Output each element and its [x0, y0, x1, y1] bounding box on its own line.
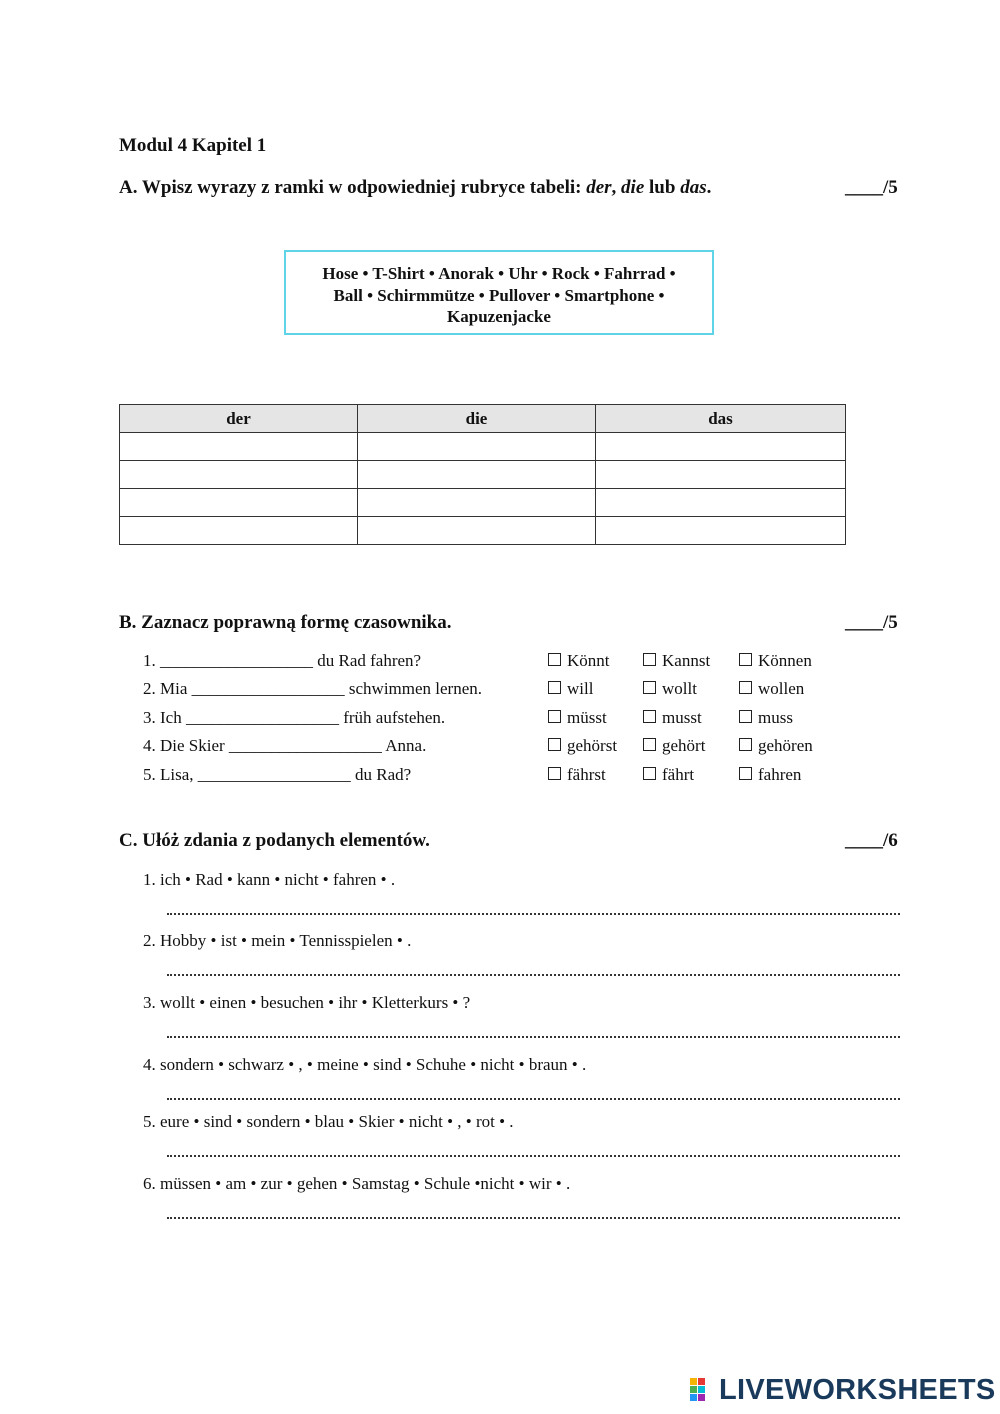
checkbox-icon	[643, 681, 656, 694]
liveworksheets-logo	[690, 1374, 996, 1407]
word-der: der	[586, 177, 612, 198]
answer-line-2[interactable]	[167, 964, 900, 976]
checkbox-icon	[643, 767, 656, 780]
checkbox-icon	[739, 767, 752, 780]
article-table	[119, 404, 846, 545]
word-box	[284, 250, 714, 335]
table-header-die: die	[358, 405, 596, 433]
table-cell[interactable]	[596, 489, 846, 517]
table-cell[interactable]	[358, 517, 596, 545]
c-item-5: 5. eure • sind • sondern • blau • Skier • nicht • , • rot • .	[143, 1112, 514, 1131]
option-label: gehören	[758, 736, 813, 755]
section-c-score: ____/6	[845, 830, 898, 851]
section-a-heading	[119, 177, 711, 199]
b4-option-2[interactable]	[643, 736, 705, 756]
section-c-heading: C. Ułóż zdania z podanych elementów.	[119, 830, 430, 851]
table-cell[interactable]	[358, 489, 596, 517]
c-item-4: 4. sondern • schwarz • , • meine • sind • Schuhe • nicht • braun • .	[143, 1055, 587, 1074]
checkbox-icon	[548, 681, 561, 694]
option-label: will	[567, 679, 594, 698]
c-item-2: 2. Hobby • ist • mein • Tennisspielen • .	[143, 931, 412, 950]
b3-option-2[interactable]	[643, 708, 702, 728]
b5-option-3[interactable]	[739, 765, 801, 785]
b1-option-3[interactable]	[739, 651, 812, 671]
logo-text: LIVEWORKSHEETS	[719, 1374, 996, 1406]
b5-option-1[interactable]	[548, 765, 606, 785]
answer-line-4[interactable]	[167, 1088, 900, 1100]
c-item-1: 1. ich • Rad • kann • nicht • fahren • .	[143, 870, 396, 889]
checkbox-icon	[548, 738, 561, 751]
b1-option-1[interactable]	[548, 651, 610, 671]
answer-line-5[interactable]	[167, 1145, 900, 1157]
section-a-score: ____/5	[845, 177, 898, 198]
option-label: Kannst	[662, 651, 711, 670]
option-label: wollt	[662, 679, 697, 698]
heading-end: .	[706, 177, 712, 198]
word-lub: lub	[644, 177, 681, 198]
checkbox-icon	[643, 653, 656, 666]
checkbox-icon	[739, 710, 752, 723]
word-die: die	[621, 177, 645, 198]
table-header-das: das	[596, 405, 846, 433]
table-cell[interactable]	[120, 489, 358, 517]
option-label: fährst	[567, 765, 606, 784]
b-item-4: 4. Die Skier __________________ Anna.	[143, 736, 427, 755]
option-label: Könnt	[567, 651, 610, 670]
option-label: muss	[758, 708, 793, 727]
option-label: musst	[662, 708, 702, 727]
table-row	[120, 461, 846, 489]
answer-line-1[interactable]	[167, 903, 900, 915]
section-b-score: ____/5	[845, 612, 898, 633]
option-label: Können	[758, 651, 812, 670]
word-das: das	[680, 177, 707, 198]
b3-option-1[interactable]	[548, 708, 607, 728]
word-box-line-3: Kapuzenjacke	[447, 307, 551, 326]
word-box-line-2: Ball • Schirmmütze • Pullover • Smartphone •	[333, 285, 665, 305]
checkbox-icon	[548, 653, 561, 666]
option-label: fährt	[662, 765, 695, 784]
checkbox-icon	[739, 653, 752, 666]
table-cell[interactable]	[358, 433, 596, 461]
answer-line-3[interactable]	[167, 1026, 900, 1038]
c-item-6: 6. müssen • am • zur • gehen • Samstag • Schule •nicht • wir • .	[143, 1174, 571, 1193]
table-cell[interactable]	[596, 461, 846, 489]
word-box-line-1: Hose • T-Shirt • Anorak • Uhr • Rock • Fahrrad •	[322, 264, 676, 283]
b-item-2: 2. Mia __________________ schwimmen lernen.	[143, 679, 483, 698]
table-row	[120, 489, 846, 517]
table-row	[120, 517, 846, 545]
option-label: gehörst	[567, 736, 618, 755]
table-header-der: der	[120, 405, 358, 433]
checkbox-icon	[643, 738, 656, 751]
liveworksheets-logo-icon	[690, 1376, 716, 1402]
table-header-row	[120, 405, 846, 433]
checkbox-icon	[739, 681, 752, 694]
checkbox-icon	[739, 738, 752, 751]
b5-option-2[interactable]	[643, 765, 694, 785]
b-item-5: 5. Lisa, __________________ du Rad?	[143, 765, 412, 784]
c-item-3: 3. wollt • einen • besuchen • ihr • Kletterkurs • ?	[143, 993, 471, 1012]
table-cell[interactable]	[120, 433, 358, 461]
table-cell[interactable]	[120, 517, 358, 545]
b3-option-3[interactable]	[739, 708, 793, 728]
option-label: wollen	[758, 679, 805, 698]
b1-option-2[interactable]	[643, 651, 710, 671]
b2-option-1[interactable]	[548, 679, 593, 699]
answer-line-6[interactable]	[167, 1207, 900, 1219]
checkbox-icon	[548, 710, 561, 723]
section-a-heading-pre: A. Wpisz wyrazy z ramki w odpowiedniej rubryce tabeli:	[119, 177, 587, 198]
b2-option-3[interactable]	[739, 679, 804, 699]
b2-option-2[interactable]	[643, 679, 697, 699]
table-cell[interactable]	[596, 517, 846, 545]
checkbox-icon	[643, 710, 656, 723]
section-b-heading: B. Zaznacz poprawną formę czasownika.	[119, 612, 452, 633]
option-label: fahren	[758, 765, 802, 784]
option-label: gehört	[662, 736, 706, 755]
sep: ,	[611, 177, 622, 198]
option-label: müsst	[567, 708, 607, 727]
table-cell[interactable]	[358, 461, 596, 489]
b-item-1: 1. __________________ du Rad fahren?	[143, 651, 422, 670]
checkbox-icon	[548, 767, 561, 780]
table-row	[120, 433, 846, 461]
b4-option-3[interactable]	[739, 736, 813, 756]
table-cell[interactable]	[596, 433, 846, 461]
table-cell[interactable]	[120, 461, 358, 489]
b-item-3: 3. Ich __________________ früh aufstehen.	[143, 708, 446, 727]
page-title: Modul 4 Kapitel 1	[119, 135, 267, 156]
b4-option-1[interactable]	[548, 736, 617, 756]
